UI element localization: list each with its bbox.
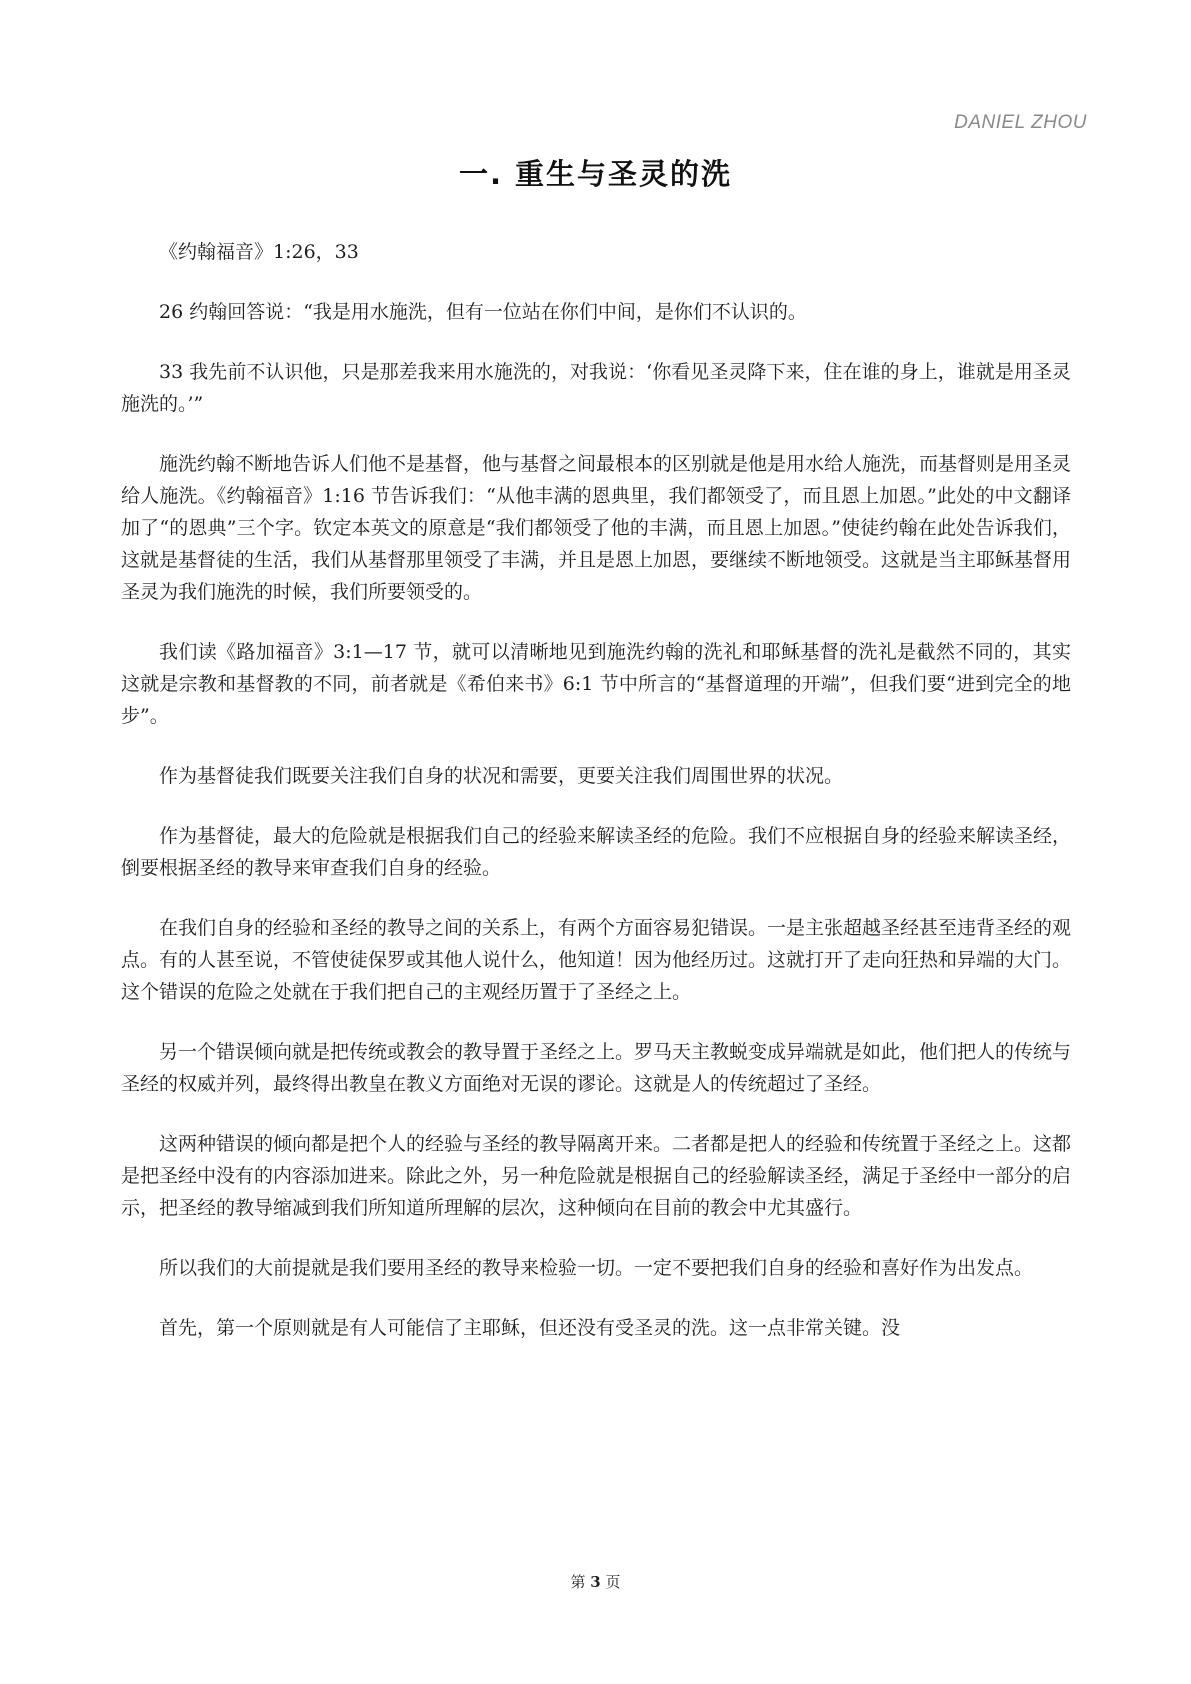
paragraph: 施洗约翰不断地告诉人们他不是基督，他与基督之间最根本的区别就是他是用水给人施洗，而基督则是用圣灵给人施洗。《约翰福音》1:16 节告诉我们：“从他丰满的恩典里，我们都领受了，而且恩上加恩。”此处的中文翻译加了“的恩典”三个字。钦定本英文的原意是“我们都领受了他的丰满，而且恩上加恩。”使徒约翰在此处告诉我们，这就是基督徒的生活，我们从基督那里领受了丰满，并且是恩上加恩，要继续不断地领受。这就是当主耶稣基督用圣灵为我们施洗的时候，我们所要领受的。 [121,453,1072,603]
page-number-suffix: 页 [605,1573,621,1591]
running-header: DANIEL ZHOU [954,112,1087,133]
paragraph: 我们读《路加福音》3:1—17 节，就可以清晰地见到施洗约翰的洗礼和耶稣基督的洗礼是截然不同的，其实这就是宗教和基督教的不同，前者就是《希伯来书》6:1 节中所言的“基督道理的开端”，但我们要“进到完全的地步”。 [121,641,1071,727]
paragraph: 首先，第一个原则就是有人可能信了主耶稣，但还没有受圣灵的洗。这一点非常关键。没 [159,1317,901,1339]
page-number-prefix: 第 [570,1573,586,1591]
scripture-reference: 《约翰福音》1:26，33 [159,241,359,263]
paragraph: 作为基督徒，最大的危险就是根据我们自己的经验来解读圣经的危险。我们不应根据自身的经验来解读圣经，倒要根据圣经的教导来审查我们自身的经验。 [121,825,1072,879]
paragraph: 所以我们的大前提就是我们要用圣经的教导来检验一切。一定不要把我们自身的经验和喜好作为出发点。 [159,1257,1034,1279]
scripture-verse-33: 33 我先前不认识他，只是那差我来用水施洗的，对我说：‘你看见圣灵降下来，住在谁的身上，谁就是用圣灵施洗的。’” [121,361,1071,415]
chapter-title: 一. 重生与圣灵的洗 [458,157,733,191]
page-footer [0,1571,1191,1592]
paragraph: 另一个错误倾向就是把传统或教会的教导置于圣经之上。罗马天主教蜕变成异端就是如此，他们把人的传统与圣经的权威并列，最终得出教皇在教义方面绝对无误的谬论。这就是人的传统超过了圣经。 [121,1041,1072,1095]
paragraph: 作为基督徒我们既要关注我们自身的状况和需要，更要关注我们周围世界的状况。 [159,765,844,787]
paragraph: 在我们自身的经验和圣经的教导之间的关系上，有两个方面容易犯错误。一是主张超越圣经甚至违背圣经的观点。有的人甚至说，不管使徒保罗或其他人说什么，他知道！因为他经历过。这就打开了走向狂热和异端的大门。这个错误的危险之处就在于我们把自己的主观经历置于了圣经之上。 [121,917,1072,1003]
body-text [121,236,1071,1372]
page-number: 3 [590,1573,601,1591]
paragraph: 这两种错误的倾向都是把个人的经验与圣经的教导隔离开来。二者都是把人的经验和传统置于圣经之上。这都是把圣经中没有的内容添加进来。除此之外，另一种危险就是根据自己的经验解读圣经，满足于圣经中一部分的启示，把圣经的教导缩减到我们所知道所理解的层次，这种倾向在目前的教会中尤其盛行。 [121,1133,1072,1219]
scripture-verse-26: 26 约翰回答说：“我是用水施洗，但有一位站在你们中间，是你们不认识的。 [159,301,807,323]
